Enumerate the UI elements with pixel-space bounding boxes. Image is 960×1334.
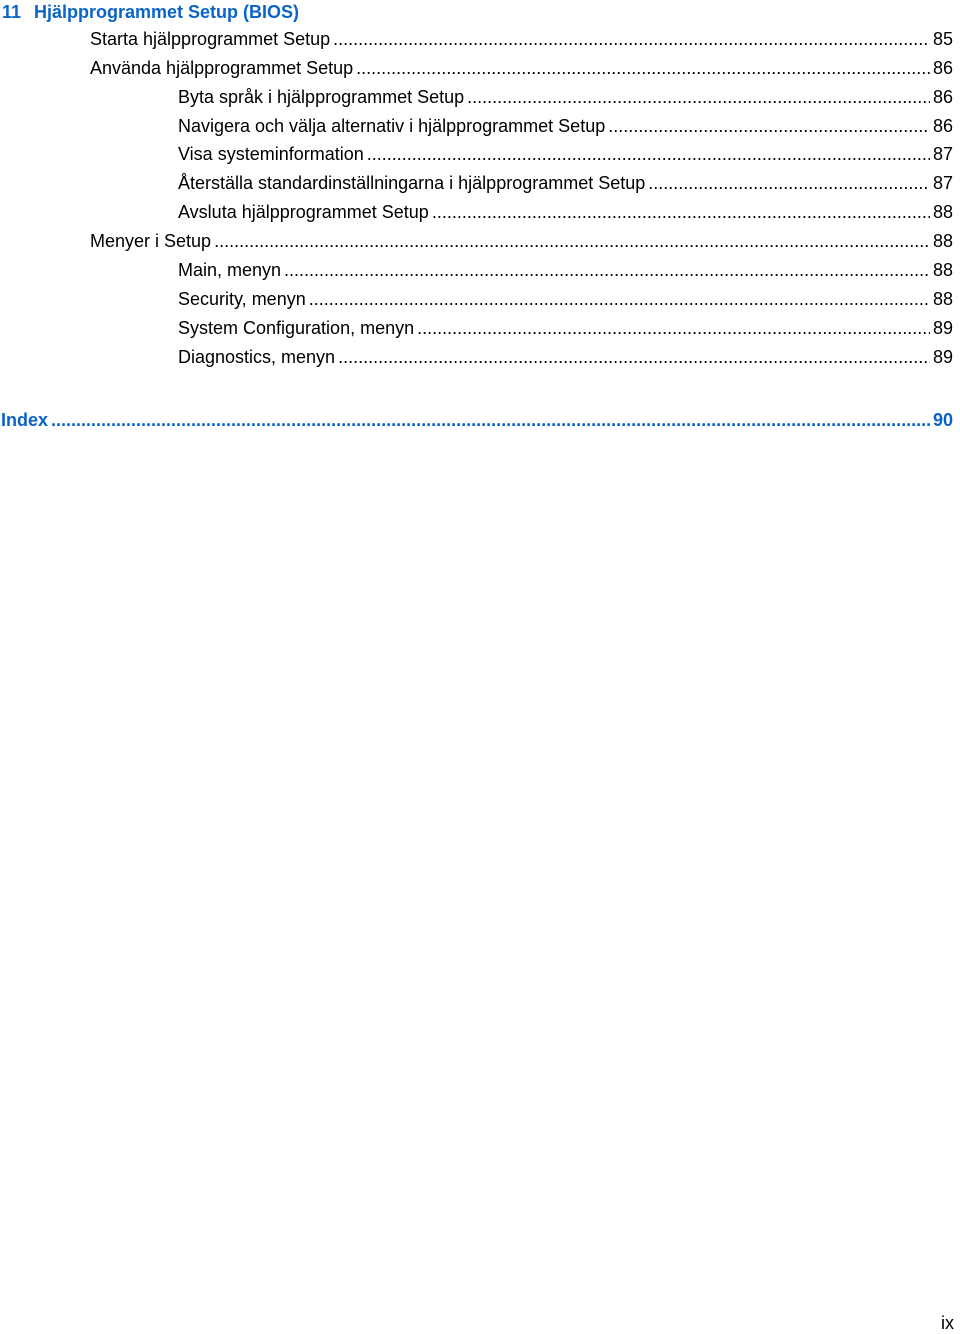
- toc-entry-page: 87: [932, 173, 953, 193]
- toc-entry-label: Avsluta hjälpprogrammet Setup: [178, 202, 429, 222]
- toc-leader-dots: [608, 115, 930, 137]
- toc-entry-page: 88: [932, 260, 953, 280]
- toc-entry-label: Index: [1, 410, 49, 430]
- toc-entry-menyer[interactable]: [90, 230, 953, 252]
- toc-entry-label: Main, menyn: [178, 260, 282, 280]
- toc-entry-avsluta[interactable]: [178, 201, 953, 223]
- toc-leader-dots: [417, 317, 930, 339]
- toc-entry-aterstalla[interactable]: [178, 172, 953, 194]
- toc-entry-visa-systeminformation[interactable]: [178, 143, 953, 165]
- toc-leader-dots: [648, 172, 930, 194]
- toc-leader-dots: [51, 409, 930, 431]
- toc-entry-label: Security, menyn: [178, 289, 306, 309]
- toc-entry-main-menyn[interactable]: [178, 259, 953, 281]
- toc-entry-page: 86: [932, 116, 953, 136]
- toc-entry-diagnostics-menyn[interactable]: [178, 346, 953, 368]
- toc-entry-label: Använda hjälpprogrammet Setup: [90, 58, 354, 78]
- toc-leader-dots: [214, 230, 930, 252]
- toc-entry-page: 88: [932, 231, 953, 251]
- toc-entry-anvanda[interactable]: [90, 57, 953, 79]
- toc-entry-page: 87: [932, 144, 953, 164]
- toc-entry-system-configuration-menyn[interactable]: [178, 317, 953, 339]
- toc-entry-label: Diagnostics, menyn: [178, 347, 336, 367]
- toc-leader-dots: [467, 86, 930, 108]
- page-number: ix: [941, 1313, 954, 1333]
- toc-entry-page: 89: [932, 318, 953, 338]
- toc-entry-page: 88: [932, 289, 953, 309]
- chapter-number: 11: [2, 2, 22, 22]
- toc-leader-dots: [356, 57, 930, 79]
- toc-leader-dots: [432, 201, 930, 223]
- toc-entry-index[interactable]: [1, 409, 953, 431]
- toc-entry-label: System Configuration, menyn: [178, 318, 415, 338]
- toc-entry-security-menyn[interactable]: [178, 288, 953, 310]
- toc-leader-dots: [333, 28, 930, 50]
- toc-entry-page: 90: [932, 410, 953, 430]
- toc-entry-page: 85: [932, 29, 953, 49]
- toc-entry-label: Byta språk i hjälpprogrammet Setup: [178, 87, 465, 107]
- toc-entry-label: Menyer i Setup: [90, 231, 212, 251]
- chapter-title-text: Hjälpprogrammet Setup (BIOS): [34, 2, 300, 22]
- toc-entry-label: Visa systeminformation: [178, 144, 364, 164]
- toc-entry-byta-sprak[interactable]: [178, 86, 953, 108]
- toc-entry-page: 86: [932, 87, 953, 107]
- toc-leader-dots: [309, 288, 930, 310]
- toc-leader-dots: [284, 259, 930, 281]
- toc-entry-starta[interactable]: [90, 28, 953, 50]
- toc-entry-label: Starta hjälpprogrammet Setup: [90, 29, 331, 49]
- toc-entry-label: Återställa standardinställningarna i hjälpprogrammet Setup: [178, 173, 646, 193]
- toc-leader-dots: [338, 346, 930, 368]
- toc-entry-label: Navigera och välja alternativ i hjälpprogrammet Setup: [178, 116, 606, 136]
- toc-leader-dots: [367, 143, 930, 165]
- toc-entry-navigera[interactable]: [178, 115, 953, 137]
- toc-entry-page: 89: [932, 347, 953, 367]
- toc-entry-page: 86: [932, 58, 953, 78]
- chapter-heading[interactable]: [2, 0, 299, 24]
- toc-entry-page: 88: [932, 202, 953, 222]
